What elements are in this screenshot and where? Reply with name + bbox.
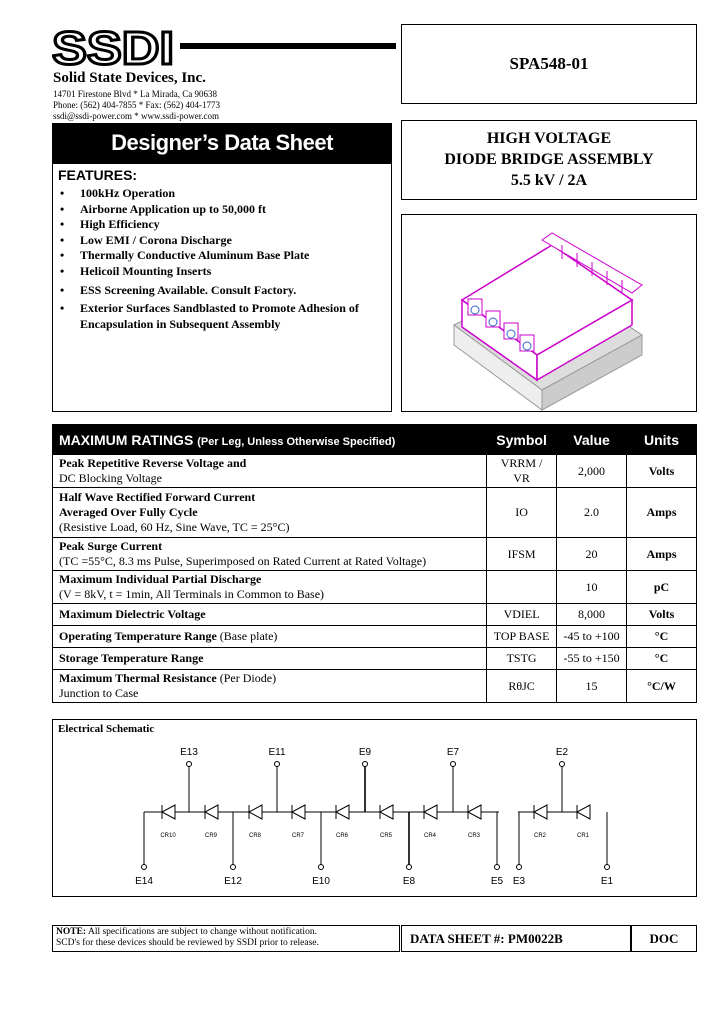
- terminal-node: [187, 762, 192, 767]
- terminal-label: E14: [135, 876, 153, 887]
- diode-symbol: [336, 805, 349, 819]
- terminal-node: [495, 865, 500, 870]
- doc-box: [631, 925, 697, 952]
- table-row: Peak Surge Current (TC =55°C, 8.3 ms Pulse, Superimposed on Rated Current at Rated Voltage) IFSM 20 Amps: [53, 538, 697, 571]
- part-number-box: [401, 24, 697, 104]
- title-line-1: HIGH VOLTAGE: [486, 130, 612, 147]
- col-value: Value: [557, 425, 627, 455]
- diode-label: CR2: [533, 833, 547, 839]
- product-title-box: [401, 120, 697, 200]
- feature-item: • Low EMI / Corona Discharge: [60, 233, 380, 249]
- diode-label: CR10: [160, 833, 176, 839]
- doc-label: DOC: [649, 930, 679, 946]
- diode-label: CR3: [467, 833, 481, 839]
- company-address: 14701 Firestone Blvd * La Mirada, Ca 90638: [53, 89, 217, 99]
- terminal-node: [231, 865, 236, 870]
- terminal-label: E13: [180, 747, 198, 758]
- table-row: Maximum Dielectric Voltage VDIEL 8,000 Volts: [53, 604, 697, 626]
- diode-label: CR4: [423, 833, 437, 839]
- ssdi-logo: [52, 26, 182, 70]
- product-image-box: [401, 214, 697, 412]
- terminal-node: [319, 865, 324, 870]
- part-number: SPA548-01: [509, 54, 589, 73]
- diode-symbol: [424, 805, 437, 819]
- terminal-node: [560, 762, 565, 767]
- features-list: [60, 186, 380, 332]
- note-line-2: SCD's for these devices should be reviewed by SSDI prior to release.: [56, 938, 319, 948]
- terminal-node: [275, 762, 280, 767]
- schematic-diagram: [52, 719, 697, 897]
- terminal-node: [451, 762, 456, 767]
- title-line-2: DIODE BRIDGE ASSEMBLY: [444, 151, 654, 168]
- table-row: Half Wave Rectified Forward Current Averaged Over Fully Cycle (Resistive Load, 60 Hz, Sine Wave, TC = 25°C) IO 2.0 Amps: [53, 488, 697, 538]
- col-symbol: Symbol: [487, 425, 557, 455]
- terminal-label: E12: [224, 876, 242, 887]
- terminal-node: [142, 865, 147, 870]
- terminal-label: E3: [512, 876, 526, 887]
- terminal-label: E11: [268, 747, 286, 758]
- company-web[interactable]: ssdi@ssdi-power.com * www.ssdi-power.com: [53, 111, 219, 121]
- feature-item: • Exterior Surfaces Sandblasted to Promote Adhesion of Encapsulation in Subsequent Assembly: [60, 301, 380, 332]
- svg-text:SSDI: SSDI: [52, 26, 174, 70]
- ratings-heading: MAXIMUM RATINGS (Per Leg, Unless Otherwise Specified): [53, 425, 487, 455]
- diode-symbol: [534, 805, 547, 819]
- note-box: [52, 925, 400, 952]
- table-header-row: [53, 425, 697, 455]
- feature-item: • Airborne Application up to 50,000 ft: [60, 202, 380, 218]
- feature-item: • Thermally Conductive Aluminum Base Plate: [60, 248, 380, 264]
- schematic-title: Electrical Schematic: [58, 723, 155, 735]
- diode-label: CR7: [291, 833, 305, 839]
- diode-symbol: [162, 805, 175, 819]
- diode-label: CR6: [335, 833, 349, 839]
- maximum-ratings-table: [52, 424, 697, 703]
- table-row: Maximum Individual Partial Discharge (V = 8kV, t = 1min, All Terminals in Common to Base) 10 pC: [53, 571, 697, 604]
- terminal-label: E1: [600, 876, 614, 887]
- diode-symbol: [468, 805, 481, 819]
- note-label: NOTE:: [56, 927, 87, 937]
- data-sheet-number-box: [401, 925, 631, 952]
- company-phone: Phone: (562) 404-7855 * Fax: (562) 404-1773: [53, 100, 220, 110]
- terminal-label: E8: [402, 876, 416, 887]
- diode-symbol: [249, 805, 262, 819]
- logo-rule: [180, 43, 396, 49]
- diode-label: CR9: [204, 833, 218, 839]
- feature-item: • 100kHz Operation: [60, 186, 380, 202]
- col-units: Units: [627, 425, 697, 455]
- diode-symbol: [205, 805, 218, 819]
- terminal-label: E5: [490, 876, 504, 887]
- data-sheet-label: DATA SHEET #:: [410, 930, 505, 946]
- diode-label: CR1: [576, 833, 590, 839]
- terminal-label: E10: [312, 876, 330, 887]
- terminal-node: [407, 865, 412, 870]
- company-name: Solid State Devices, Inc.: [53, 70, 206, 86]
- note-text: All specifications are subject to change without notification.: [87, 927, 317, 937]
- table-row: Operating Temperature Range (Base plate) TOP BASE -45 to +100 °C: [53, 626, 697, 648]
- title-line-3: 5.5 kV / 2A: [510, 172, 588, 189]
- diode-symbol: [292, 805, 305, 819]
- feature-item: • Helicoil Mounting Inserts: [60, 264, 380, 280]
- assembly-drawing: [402, 215, 696, 411]
- terminal-label: E9: [358, 747, 372, 758]
- data-sheet-number: PM0022B: [507, 930, 563, 946]
- terminal-label: E7: [446, 747, 460, 758]
- diode-symbol: [380, 805, 393, 819]
- features-heading: FEATURES:: [58, 167, 138, 183]
- table-row: Maximum Thermal Resistance (Per Diode) Junction to Case RθJC 15 °C/W: [53, 670, 697, 703]
- diode-label: CR5: [379, 833, 393, 839]
- table-row: Peak Repetitive Reverse Voltage and DC Blocking Voltage VRRM / VR 2,000 Volts: [53, 455, 697, 488]
- diode-symbol: [577, 805, 590, 819]
- designers-data-sheet-banner: Designer’s Data Sheet: [52, 123, 392, 163]
- terminal-node: [517, 865, 522, 870]
- feature-item: • High Efficiency: [60, 217, 380, 233]
- table-row: Storage Temperature Range TSTG -55 to +150 °C: [53, 648, 697, 670]
- terminal-node: [363, 762, 368, 767]
- diode-label: CR8: [248, 833, 262, 839]
- terminal-label: E2: [555, 747, 569, 758]
- terminal-node: [605, 865, 610, 870]
- feature-item: • ESS Screening Available. Consult Factory.: [60, 283, 380, 299]
